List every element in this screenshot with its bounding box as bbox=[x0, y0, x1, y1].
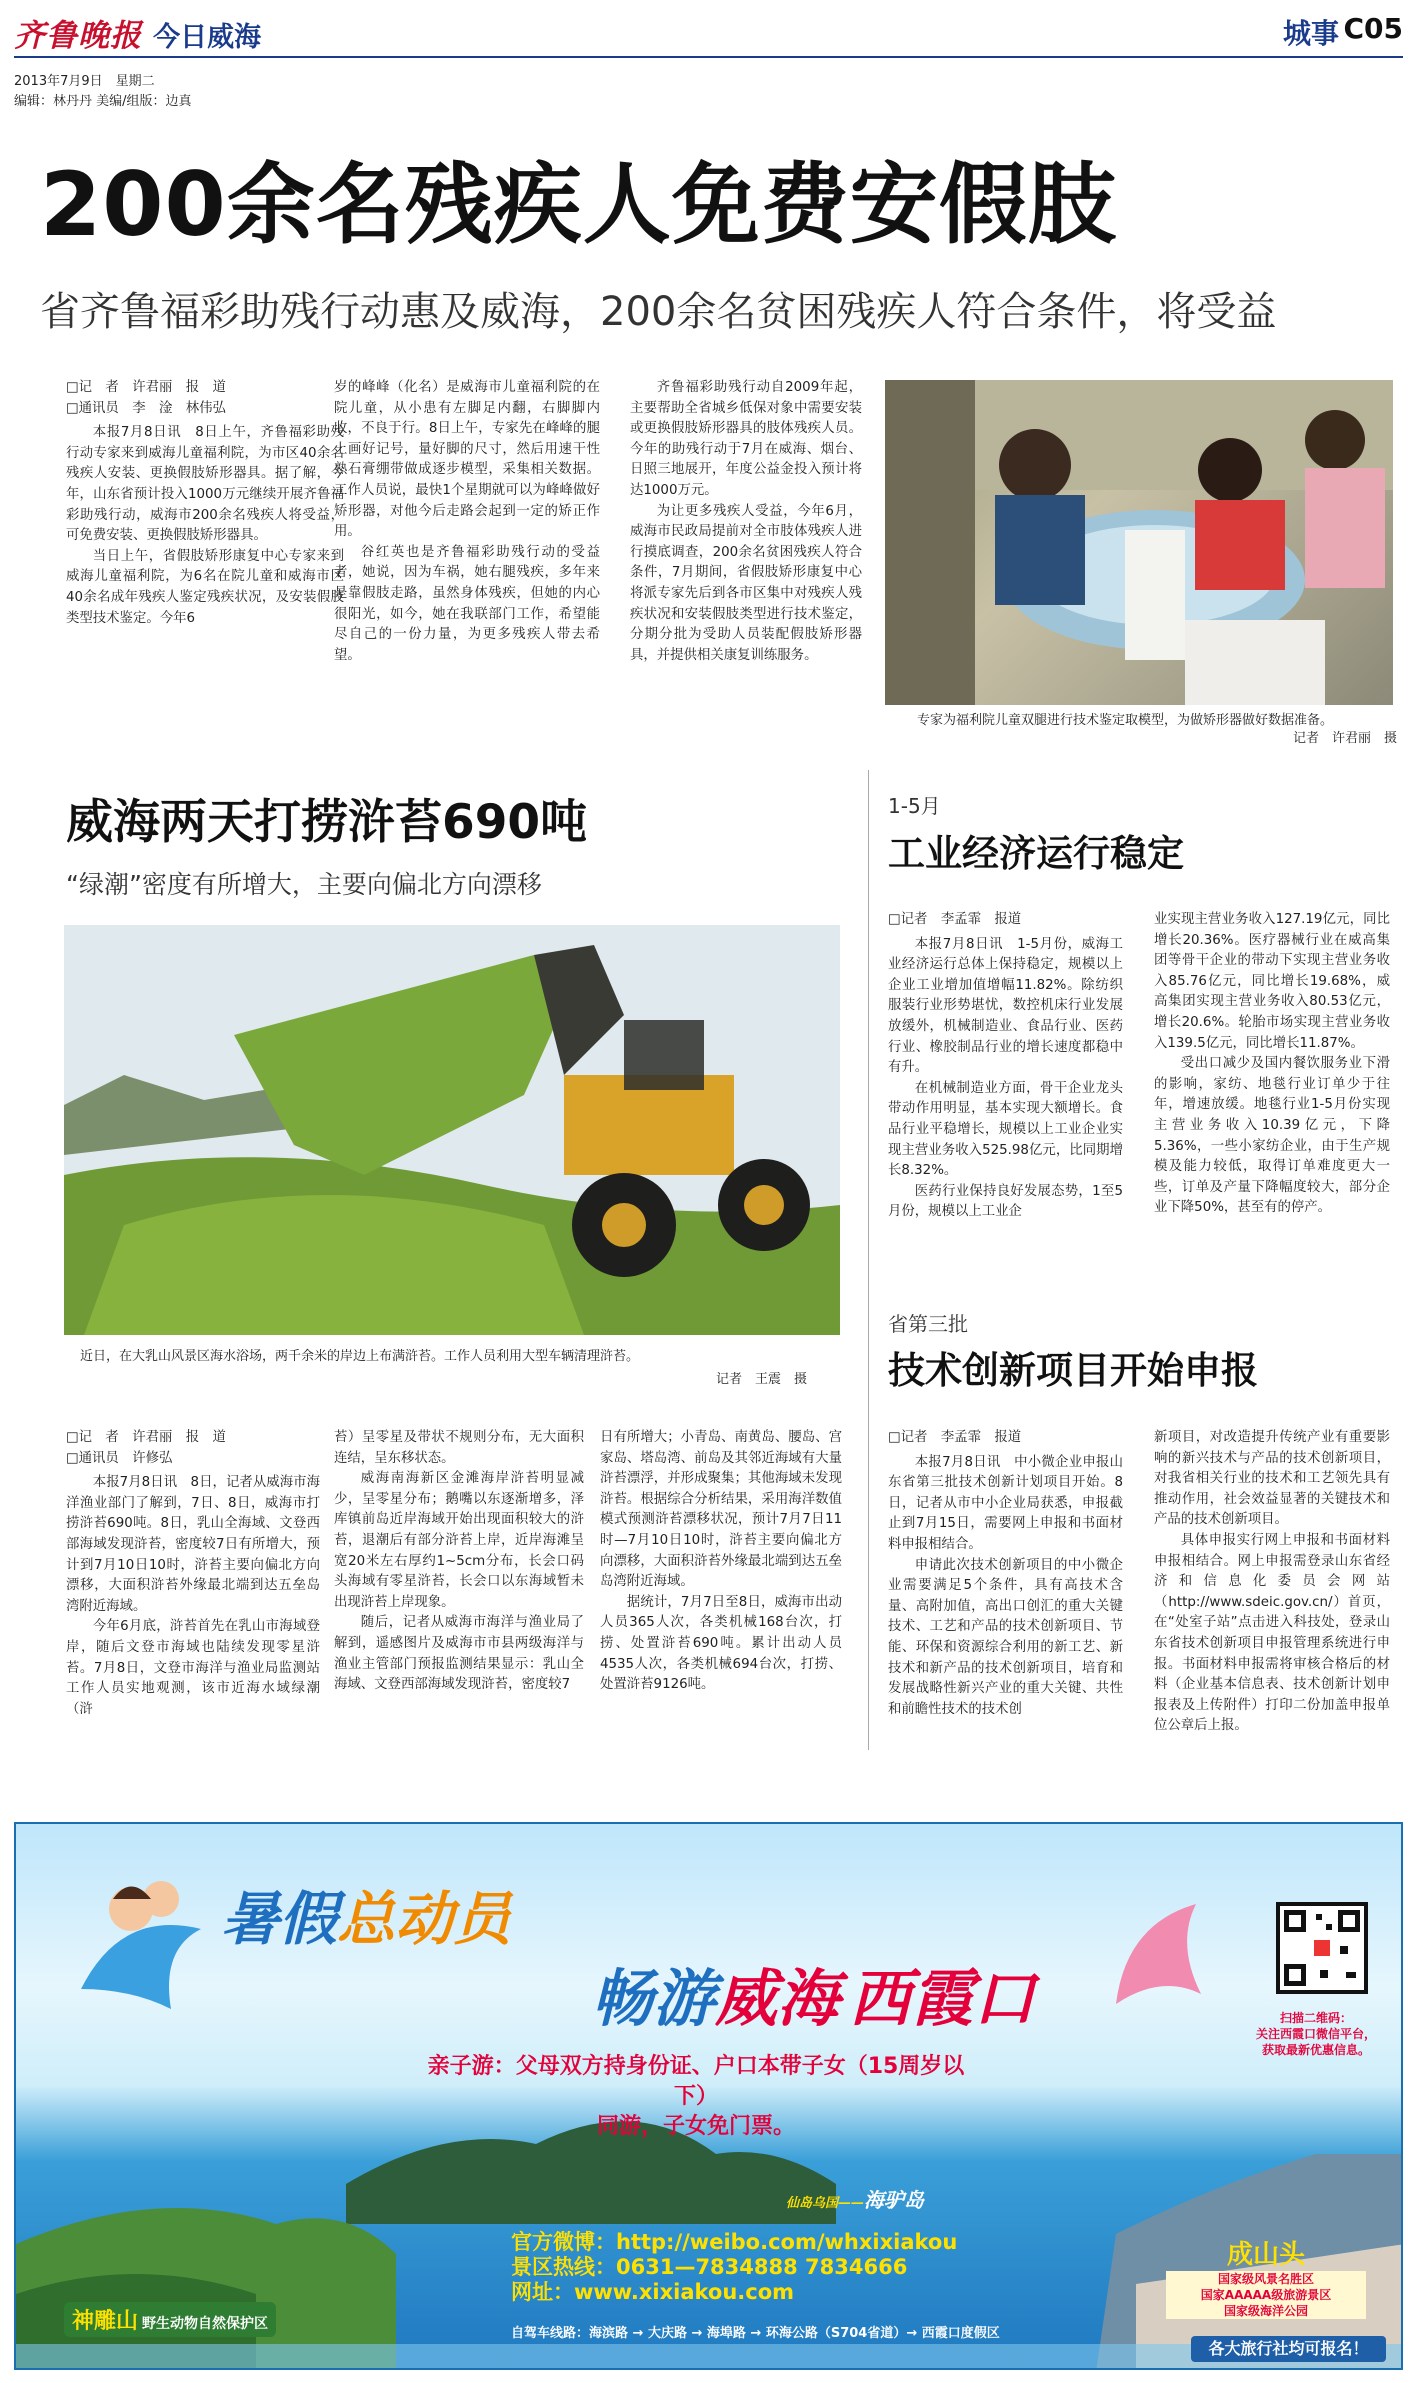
website-link[interactable]: www.xixiakou.com bbox=[574, 2280, 795, 2304]
lead-col-3: 齐鲁福彩助残行动自2009年起，主要帮助全省城乡低保对象中需要安装或更换假肢矫形器具的肢体残疾人员。今年的助残行动于7月在威海、烟台、日照三地展开，年度公益金投入预计将达1000万元。 为让更多残疾人受益，今年6月，威海市民政局提前对全市肢体残疾人进行摸底调查，200余名贫困残疾人符合条件，7月期间，省假肢矫形康复中心将派专家先后到各市区集中对残疾人残疾状况和安装假肢类型进行技术鉴定，分期分批为受助人员装配假肢矫形器具，并提供相关康复训练服务。 bbox=[630, 380, 862, 663]
byline-reporter: □记 者 许君丽 报 道 bbox=[66, 380, 226, 395]
lead-subheadline: 省齐鲁福彩助残行动惠及威海，200余名贫困残疾人符合条件，将受益 bbox=[40, 289, 1277, 335]
island-label: 仙岛乌国——海驴岛 bbox=[786, 2188, 925, 2212]
econ-col-1: □记者 李孟霏 报道 本报7月8日讯 1-5月份，威海工业经济运行总体上保持稳定，规模以上企业工业增加值增幅11.82%。除纺织服装行业形势堪忧，数控机床行业发展放缓外，机械制造业、食品行业、医药行业、橡胶制品行业的增长速度都稳中有升。 在机械制造业方面，骨干企业龙头带动作用明显，基本实现大额增长。食品行业平稳增长，规模以上工业企业实现主营业务收入525.98亿元，比同期增长8.32%。 医药行业保持良好发展态势，1至5月份，规模以上工业企 bbox=[888, 912, 1123, 1220]
innov-headline: 技术创新项目开始申报 bbox=[888, 1349, 1258, 1392]
weibo-link[interactable]: http://weibo.com/whxixiakou bbox=[616, 2230, 958, 2254]
algae-photo bbox=[64, 925, 840, 1335]
algae-col-3: 日有所增大；小青岛、南黄岛、腰岛、宫家岛、塔岛湾、前岛及其邻近海域有大量浒苔漂浮，并形成聚集；其他海域未发现浒苔。根据综合分析结果，采用海洋数值模式预测浒苔漂移状况，预计7月7日11时—7月10日10时，浒苔主要向偏北方向漂移，大面积浒苔外缘最北端到达五垒岛湾附近海域。 据统计，7月7日至8日，威海市出动人员365人次，各类机械168台次，打捞、处置浒苔690吨。累计出动人员4535人次，各类机械694台次，打捞、处置浒苔9126吨。 bbox=[600, 1430, 842, 1693]
paper-name: 齐鲁晚报 bbox=[14, 18, 142, 54]
lead-col-2: 岁的峰峰（化名）是威海市儿童福利院的在院儿童，从小患有左脚足内翻，右脚脚内收，不良于行。8日上午，专家先在峰峰的腿上画好记号，量好脚的尺寸，然后用速干性熟石膏绷带做成逐步模型，采集相关数据。工作人员说，最快1个星期就可以为峰峰做好矫形器，对他今后走路会起到一定的矫正作用。 谷红英也是齐鲁福彩助残行动的受益者，她说，因为车祸，她右腿残疾，多年来是靠假肢走路，虽然身体残疾，但她的内心很阳光，如今，她在我联部门工作，希望能尽自己的一份力量，为更多残疾人带去希望。 bbox=[334, 380, 600, 663]
masthead bbox=[14, 10, 324, 54]
left-park: 神雕山 野生动物自然保护区 bbox=[64, 2302, 276, 2337]
innov-col-2: 新项目，对改造提升传统产业有重要影响的新兴技术与产品的技术创新项目，对我省相关行业的技术和工艺领先具有推动作用，社会效益显著的关键技术和产品的技术创新项目。 具体申报实行网上申报和书面材料申报相结合。网上申报需登录山东省经济和信息化委员会网站（http://www.sdeic.gov.cn/）首页，在“处室子站”点击进入科技处，登录山东省技术创新项目申报管理系统进行申报。书面材料申报需将审核合格后的材料（企业基本信息表、技术创新计划申报表及上传附件）打印二份加盖申报单位公章后上报。 bbox=[1154, 1430, 1390, 1734]
page-code: C05 bbox=[1343, 12, 1403, 45]
ad-title-2: 畅游威海 西霞口 bbox=[591, 1962, 1036, 2035]
innov-col-1: □记者 李孟霏 报道 本报7月8日讯 中小微企业申报山东省第三批技术创新计划项目开始。8日，记者从市中小企业局获悉，申报截止到7月15日，需要网上申报和书面材料申报相结合。 申请此次技术创新项目的中小微企业需要满足5个条件，具有高技术含量、高附加值，高出口创汇的重大关键技术、工艺和产品的技术创新项目、节能、环保和资源综合利用的新工艺、新技术和新产品的技术创新项目，培育和发展战略性新兴产业的重大关键、共性和前瞻性技术的技术创 bbox=[888, 1430, 1123, 1717]
econ-kicker: 1-5月 bbox=[888, 794, 941, 818]
algae-byline: □记 者 许君丽 报 道 □通讯员 许修弘 bbox=[66, 1430, 226, 1466]
algae-col-2: 苔）呈零星及带状不规则分布，无大面积连结，呈东移状态。 威海南海新区金滩海岸浒苔明显减少，呈零星分布；鹅嘴以东逐渐增多，泽库镇前岛近岸海域开始出现面积较大的浒苔，退潮后有部分浒苔上岸，近岸海滩呈宽20米左右厚约1~5cm分布，长会口码头海域有零星浒苔，长会口以东海域暂未出现浒苔上岸现象。 随后，记者从威海市海洋与渔业局了解到，遥感图片及威海市市县两级海洋与渔业主管部门预报监测结果显示：乳山全海域、文登西部海域发现浒苔，密度较7 bbox=[334, 1430, 584, 1693]
lead-byline bbox=[66, 378, 344, 419]
tourism-ad[interactable] bbox=[14, 1822, 1403, 2370]
qr-note: 扫描二维码： 关注西霞口微信平台， 获取最新优惠信息。 bbox=[1255, 2011, 1376, 2057]
agency-note: 各大旅行社均可报名！ bbox=[1191, 2336, 1386, 2362]
hotline-number[interactable]: 0631—7834888 7834666 bbox=[616, 2255, 908, 2279]
lead-photo bbox=[885, 380, 1393, 705]
date-text: 2013年7月9日 bbox=[14, 74, 103, 89]
header-rule bbox=[14, 56, 1403, 58]
innov-byline: □记者 李孟霏 报道 bbox=[888, 1430, 1022, 1445]
algae-col-1: □记 者 许君丽 报 道 □通讯员 许修弘 本报7月8日讯 8日，记者从威海市海洋渔业部门了解到，7日、8日，威海市打捞浒苔690吨。8日，乳山全海域、文登西部海域发现浒苔，密度较7日有所增大，预计到7月10日10时，浒苔主要向偏北方向漂移，大面积浒苔外缘最北端到达五垒岛湾附近海域。 今年6月底，浒苔首先在乳山市海域登岸，随后文登市海域也陆续发现零星浒苔。7月8日，文登市海洋与渔业局监测站工作人员实地观测，该市近海水域绿潮（浒 bbox=[66, 1430, 320, 1717]
photo-illustration bbox=[885, 380, 1393, 705]
econ-headline: 工业经济运行稳定 bbox=[888, 832, 1184, 875]
family-offer: 亲子游：父母双方持身份证、户口本带子女（15周岁以下） 同游，子女免门票。 bbox=[427, 2054, 965, 2139]
byline-correspondent: □通讯员 李 淦 林伟弘 bbox=[66, 400, 226, 416]
lead-body-1: 本报7月8日讯 8日上午，齐鲁福彩助残行动专家来到威海儿童福利院，为市区40余名残疾人安装、更换假肢矫形器具。据了解，今年，山东省预计投入1000万元继续开展齐鲁福彩助残行动，威海市200余名残疾人将受益，可免费安装、更换假肢矫形器具。 当日上午，省假肢矫形康复中心专家来到威海儿童福利院，为6名在院儿童和威海市区40余名成年残疾人鉴定残疾状况，及安装假肢类型技术鉴定。今年6 bbox=[66, 425, 344, 626]
ad-title-1: 暑假总动员 bbox=[221, 1885, 512, 1953]
innov-kicker: 省第三批 bbox=[888, 1312, 968, 1336]
driving-route: 自驾车线路：海滨路 → 大庆路 → 海埠路 → 环海公路（S704省道）→ 西霞口度假区 bbox=[511, 2326, 1000, 2341]
qr-code-icon[interactable] bbox=[1276, 1902, 1368, 1994]
algae-subheadline: “绿潮”密度有所增大，主要向偏北方向漂移 bbox=[66, 870, 542, 899]
section-label: 城事 bbox=[1282, 17, 1339, 50]
weekday-text: 星期二 bbox=[115, 74, 155, 89]
editor-credits: 编辑：林丹丹 美编/组版：边真 bbox=[14, 94, 192, 109]
lead-col-1 bbox=[66, 378, 344, 629]
lead-photo-caption: 专家为福利院儿童双腿进行技术鉴定取模型，为做矫形器做好数据准备。 记者 许君丽 摄 bbox=[917, 713, 1397, 746]
econ-divider bbox=[868, 770, 869, 1750]
contact-info: 官方微博：http://weibo.com/whxixiakou 景区热线：0631—7834888 7834666 网址：www.xixiakou.com bbox=[511, 2230, 958, 2304]
photo-illustration bbox=[64, 925, 840, 1335]
photo-credit: 记者 许君丽 摄 bbox=[1292, 731, 1397, 746]
algae-photo-caption: 近日，在大乳山风景区海水浴场，两千余米的岸边上布满浒苔。工作人员利用大型车辆清理浒苔。 bbox=[80, 1349, 640, 1364]
econ-col-2: 业实现主营业务收入127.19亿元，同比增长20.36%。医疗器械行业在威高集团等骨干企业的带动下实现主营业务收入85.76亿元，同比增长19.68%，威高集团实现主营业务收入80.53亿元，增长20.6%。轮胎市场实现主营业务收入139.5亿元，同比增长11.87%。 受出口减少及国内餐饮服务业下滑的影响，家纺、地毯行业订单少于往年，增速放缓。地毯行业1-5月份实现主营业务收入10.39亿元，下降5.36%，一些小家纺企业，由于生产规模及能力较低，取得订单难度更大一些，订单及产量下降幅度较大，部分企业下降50%，甚至有的停产。 bbox=[1154, 912, 1390, 1216]
edition-name: 今日威海 bbox=[153, 22, 262, 53]
pink-dolphin-icon bbox=[1106, 1894, 1216, 2014]
issue-date bbox=[14, 70, 155, 89]
dolphin-mascot-icon bbox=[61, 1869, 211, 2039]
algae-photo-credit: 记者 王震 摄 bbox=[716, 1372, 808, 1387]
algae-headline: 威海两天打捞浒苔690吨 bbox=[66, 795, 588, 850]
lead-headline: 200余名残疾人免费安假肢 bbox=[40, 153, 1117, 256]
econ-byline: □记者 李孟霏 报道 bbox=[888, 912, 1022, 927]
right-park: 成山头 国家级风景名胜区 国家AAAAA级旅游景区 国家级海洋公园 bbox=[1166, 2234, 1366, 2319]
